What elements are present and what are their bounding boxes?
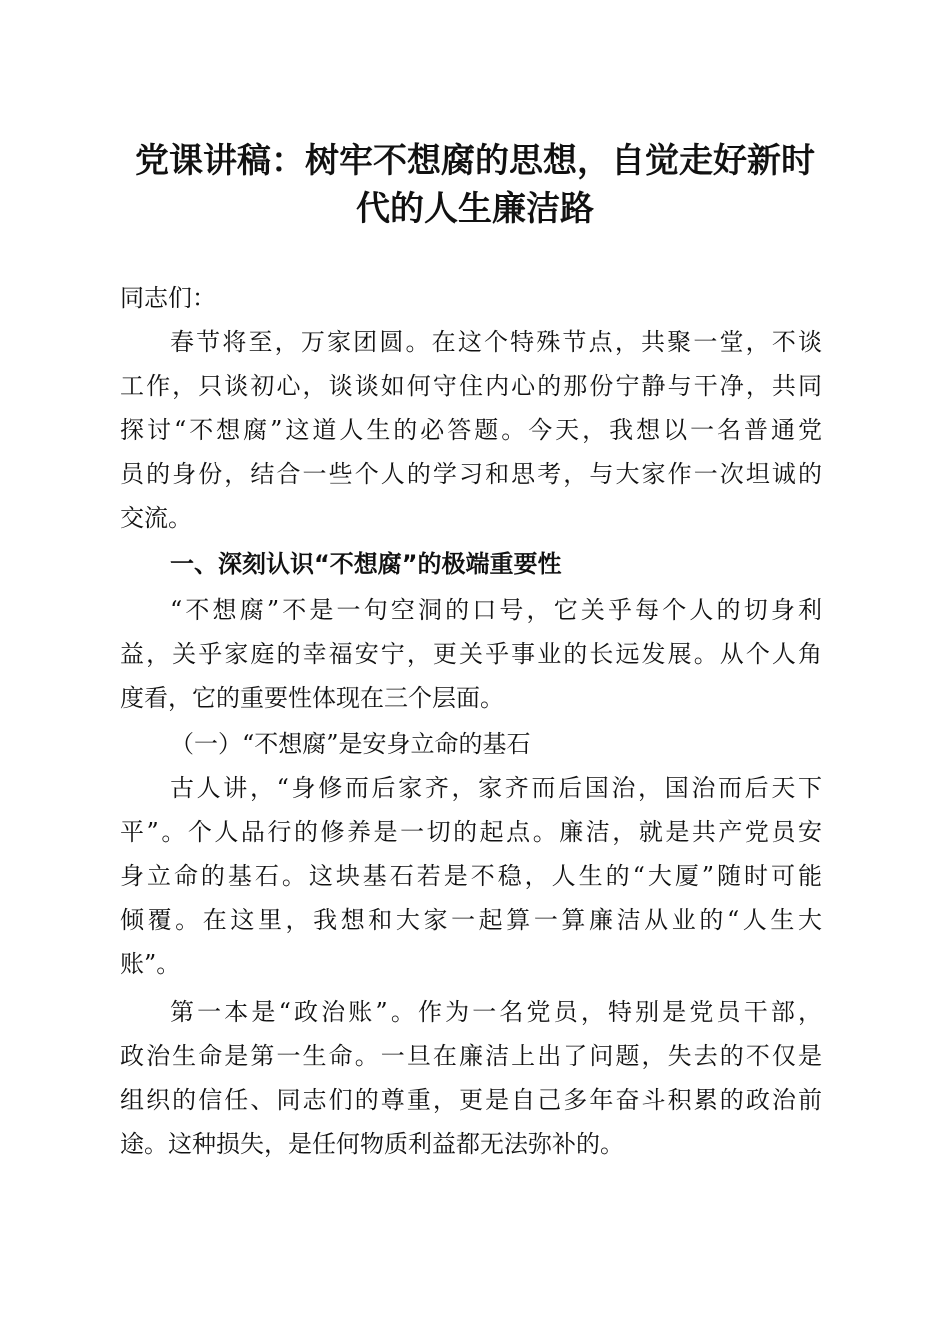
- subsection-heading-1: （一）“不想腐”是安身立命的基石: [170, 730, 531, 758]
- paragraph-1-line: 春节将至，万家团圆。在这个特殊节点，共聚一堂，不谈: [170, 328, 822, 356]
- paragraph-4-line: 政治生命是第一生命。一旦在廉洁上出了问题，失去的不仅是: [120, 1042, 822, 1070]
- paragraph-1-line: 员的身份，结合一些个人的学习和思考，与大家作一次坦诚的: [120, 460, 822, 488]
- paragraph-1-line: 探讨“不想腐”这道人生的必答题。今天，我想以一名普通党: [120, 416, 822, 444]
- paragraph-2-line: “不想腐”不是一句空洞的口号，它关乎每个人的切身利: [170, 596, 822, 624]
- salutation: 同志们：: [120, 284, 216, 312]
- paragraph-3-line: 古人讲，“身修而后家齐，家齐而后国治，国治而后天下: [170, 774, 822, 802]
- document-title-line-2: 代的人生廉洁路: [356, 189, 594, 229]
- paragraph-3-line: 账”。: [120, 950, 181, 978]
- paragraph-3-line: 倾覆。在这里，我想和大家一起算一算廉洁从业的“人生大: [120, 906, 822, 934]
- paragraph-4-line: 途。这种损失，是任何物质利益都无法弥补的。: [120, 1130, 624, 1158]
- paragraph-2-line: 益，关乎家庭的幸福安宁，更关乎事业的长远发展。从个人角: [120, 640, 822, 668]
- paragraph-2-line: 度看，它的重要性体现在三个层面。: [120, 684, 504, 712]
- paragraph-3-line: 平”。个人品行的修养是一切的起点。廉洁，就是共产党员安: [120, 818, 822, 846]
- paragraph-4-line: 第一本是“政治账”。作为一名党员，特别是党员干部，: [170, 998, 822, 1026]
- paragraph-1-line: 交流。: [120, 504, 192, 532]
- document-title-line-1: 党课讲稿：树牢不想腐的思想，自觉走好新时: [135, 141, 815, 181]
- paragraph-4-line: 组织的信任、同志们的尊重，更是自己多年奋斗积累的政治前: [120, 1086, 822, 1114]
- section-heading-1: 一、深刻认识“不想腐”的极端重要性: [170, 550, 562, 578]
- paragraph-3-line: 身立命的基石。这块基石若是不稳，人生的“大厦”随时可能: [120, 862, 822, 890]
- paragraph-1-line: 工作，只谈初心，谈谈如何守住内心的那份宁静与干净，共同: [120, 372, 822, 400]
